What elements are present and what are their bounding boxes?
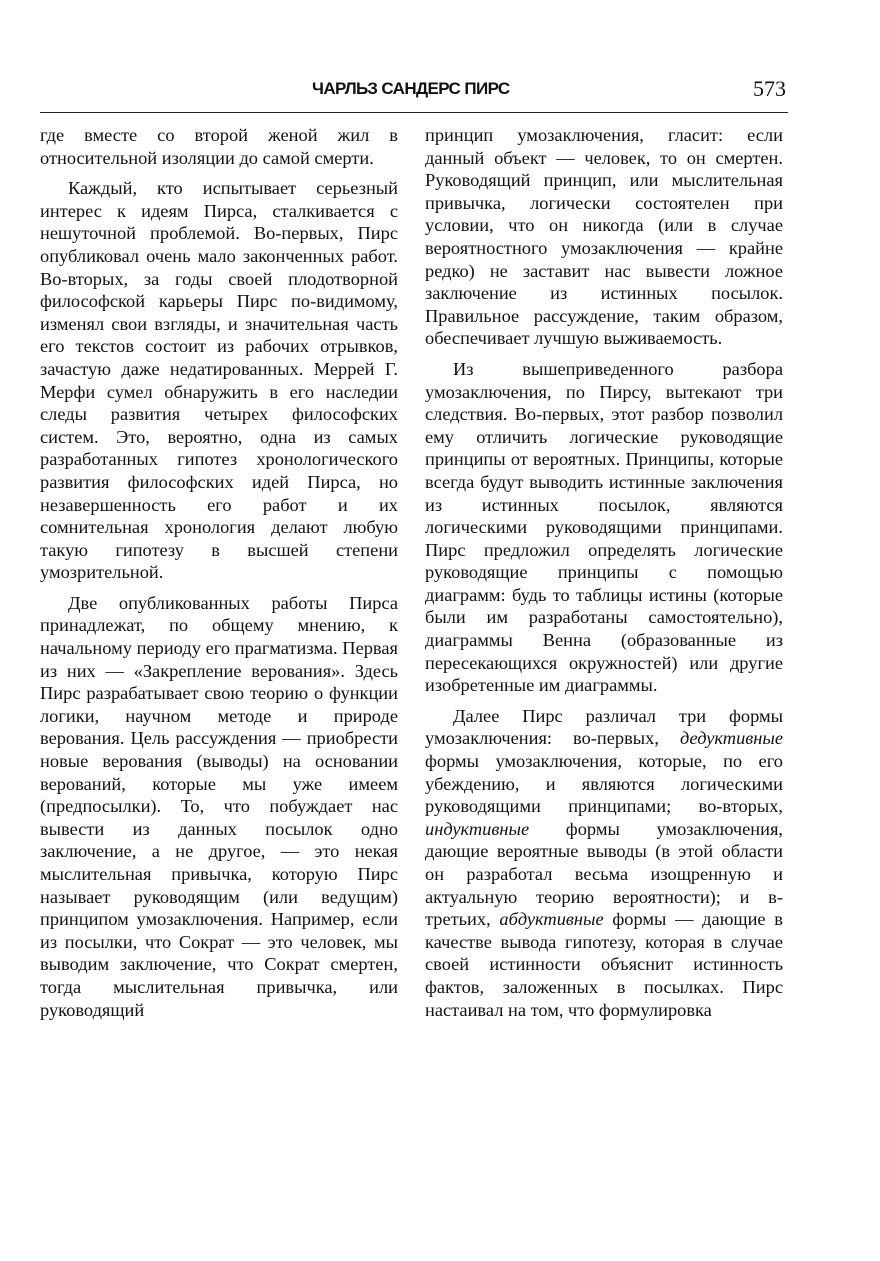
running-title: ЧАРЛЬЗ САНДЕРС ПИРС <box>312 79 510 98</box>
page-header <box>40 74 788 104</box>
header-divider <box>40 112 788 113</box>
paragraph <box>425 705 783 1021</box>
left-column <box>40 124 398 1029</box>
italic-term: дедуктивные <box>679 728 783 749</box>
page-number: 573 <box>753 76 786 101</box>
text-run: формы умозаключения, которые, по его убеждению, и являются логическими руководящими принципами; во-вторых, <box>425 751 783 817</box>
text-run: формы умозаключения, дающие вероятные выводы (в этой области он разработал весьма изощренную и актуальную теорию вероятности); и в-третьих, <box>425 818 783 930</box>
paragraph: Две опубликованных работы Пирса принадлежат, по общему мнению, к начальному периоду его прагматизма. Первая из них — «Закрепление верования». Здесь Пирс разрабатывает свою теорию о функции логики, научном методе и природе верования. Цель рассуждения — приобрести новые верования (выводы) на основании верований, которые мы уже имеем (предпосылки). То, что побуждает нас вывести из данных посылок одно заключение, а не другое, — это некая мыслительная привычка, которую Пирс называет руководящим (или ведущим) принципом умозаключения. Например, если из посылки, что Сократ — это человек, мы выводим заключение, что Сократ смертен, тогда мыслительная привычка, или руководящий <box>40 592 398 1020</box>
text-run: формы — дающие в качестве вывода гипотезу, которая в случае своей истинности объяснит истинность фактов, заложенных в посылках. Пирс настаивал на том, что формулировка <box>425 909 783 1020</box>
right-column <box>425 124 783 1029</box>
paragraph: принцип умозаключения, гласит: если данный объект — человек, то он смертен. Руководящий принцип, или мыслительная привычка, логически состоятелен при условии, что он никогда (или в случае вероятностного умозаключения — крайне редко) не заставит нас вывести ложное заключение из истинных посылок. Правильное рассуждение, таким образом, обеспечивает лучшую выживаемость. <box>425 125 783 349</box>
italic-term: индуктивные <box>425 818 530 839</box>
paragraph: где вместе со второй женой жил в относительной изоляции до самой смерти. <box>40 125 398 168</box>
paragraph: Каждый, кто испытывает серьезный интерес к идеям Пирса, сталкивается с нешуточной проблемой. Во-первых, Пирс опубликовал очень мало законченных работ. Во-вторых, за годы своей плодотворной философской карьеры Пирс по-видимому, изменял свои взгляды, и значительная часть его текстов состоит из рабочих отрывков, зачастую даже недатированных. Меррей Г. Мерфи сумел обнаружить в его наследии следы развития четырех философских систем. Это, вероятно, одна из самых разработанных гипотез хронологического развития философских идей Пирса, но незавершенность его работ и их сомнительная хронология делают любую такую гипотезу в высшей степени умозрительной. <box>40 178 398 583</box>
paragraph: Из вышеприведенного разбора умозаключения, по Пирсу, вытекают три следствия. Во-первых, этот разбор позволил ему отличить логические руководящие принципы от вероятных. Принципы, которые всегда будут выводить истинные заключения из истинных посылок, являются логическими руководящими принципами. Пирс предложил определять логические руководящие принципы с помощью диаграмм: будь то таблицы истины (которые были им разработаны самостоятельно), диаграммы Венна (образованные из пересекающихся окружностей) или другие изобретенные им диаграммы. <box>425 358 783 696</box>
italic-term: абдуктивные <box>499 909 604 930</box>
text-run: Далее Пирс различал три формы умозаключения: во-первых, <box>425 705 783 749</box>
